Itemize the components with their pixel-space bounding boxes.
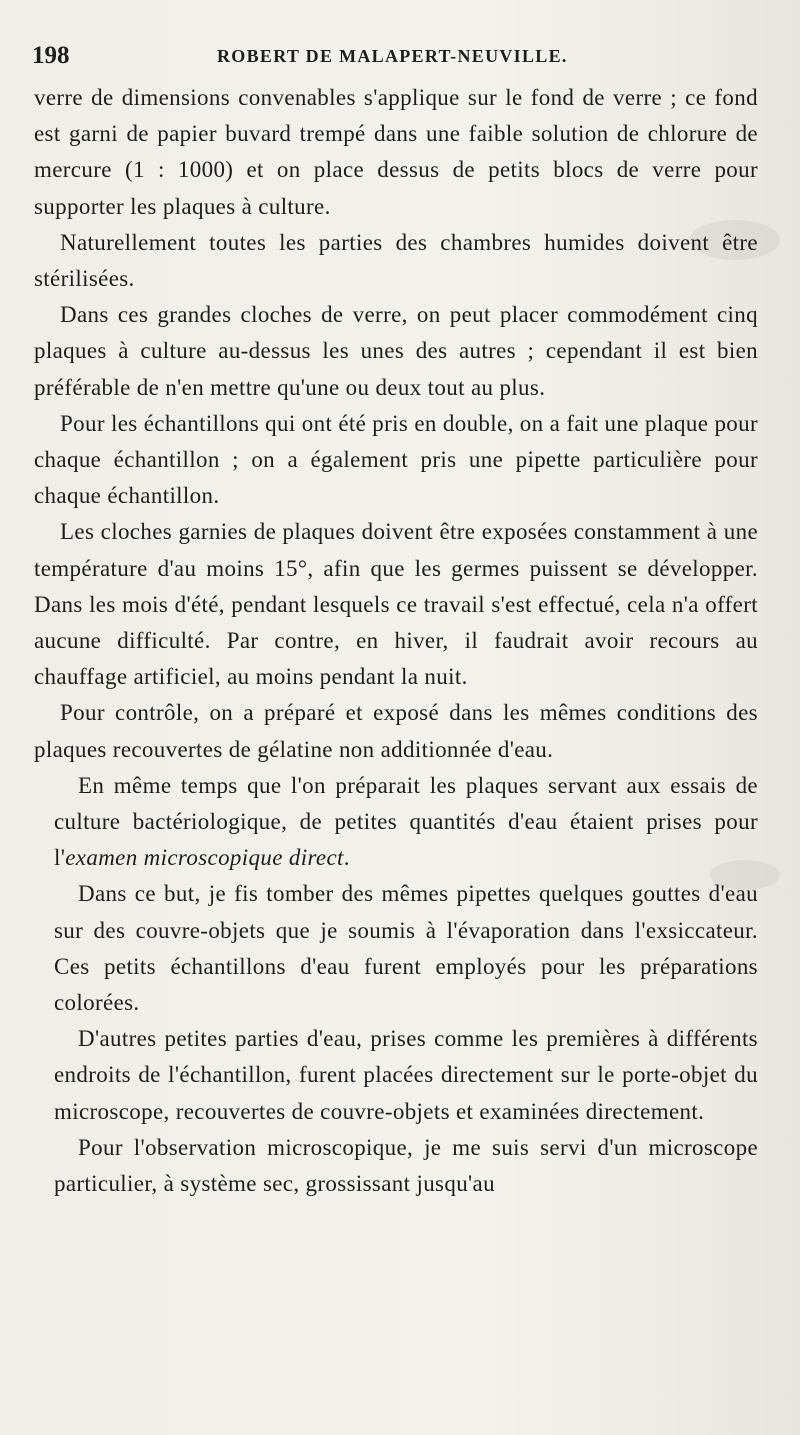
page-number: 198 — [32, 42, 70, 69]
paragraph: D'autres petites parties d'eau, prises comme les premières à différents endroits de l'échantillon, furent placées directement sur le porte-objet du microscope, recouvertes de couvre-objets et examinées directement. — [54, 1026, 758, 1124]
paragraph: Pour l'observation microscopique, je me suis servi d'un microscope particulier, à système sec, grossissant jusqu'au — [54, 1134, 758, 1197]
paragraph: Pour contrôle, on a préparé et exposé dans les mêmes conditions des plaques recouvertes de gélatine non additionnée d'eau. — [34, 700, 758, 762]
running-head: ROBERT DE MALAPERT-NEUVILLE. — [217, 46, 568, 66]
paragraph: Dans ce but, je fis tomber des mêmes pipettes quelques gouttes d'eau sur des couvre-objets que je soumis à l'évaporation dans l'exsiccateur. Ces petits échantillons d'eau furent employés pour les préparations colorées. — [54, 881, 758, 1016]
paragraph: verre de dimensions convenables s'applique sur le fond de verre ; ce fond est garni de papier buvard trempé dans une faible solution de chlorure de mercure (1 : 1000) et on place dessus de petits blocs de verre pour supporter les plaques à culture. — [34, 85, 758, 219]
paragraph — [34, 768, 758, 877]
paragraph: Pour les échantillons qui ont été pris en double, on a fait une plaque pour chaque échantillon ; on a également pris une pipette particulière pour chaque échantillon. — [34, 410, 758, 509]
paragraph-text: . — [343, 845, 350, 871]
italic-phrase: examen microscopique direct — [65, 845, 344, 871]
paragraph: Les cloches garnies de plaques doivent être exposées constamment à une température d'au moins 15°, afin que les germes puissent se développer. Dans les mois d'été, pendant lesquels ce travail s'est effectué, cela n'a offert aucune difficulté. Par contre, en hiver, il faudrait avoir recours au chauffage artificiel, au moins pendant la nuit. — [34, 519, 758, 690]
paragraph: Dans ces grandes cloches de verre, on peut placer commodément cinq plaques à culture au-dessus les unes des autres ; cependant il est bien préférable de n'en mettre qu'une ou deux tout au plus. — [34, 302, 758, 400]
paragraph: Naturellement toutes les parties des chambres humides doivent être stérilisées. — [34, 229, 758, 292]
body-text — [34, 80, 758, 1202]
page-header — [32, 42, 772, 76]
paragraph-text: En même temps que l'on préparait les plaques servant aux essais de culture bactériologique, de petites quantités d'eau étaient prises pour l' — [54, 772, 758, 871]
